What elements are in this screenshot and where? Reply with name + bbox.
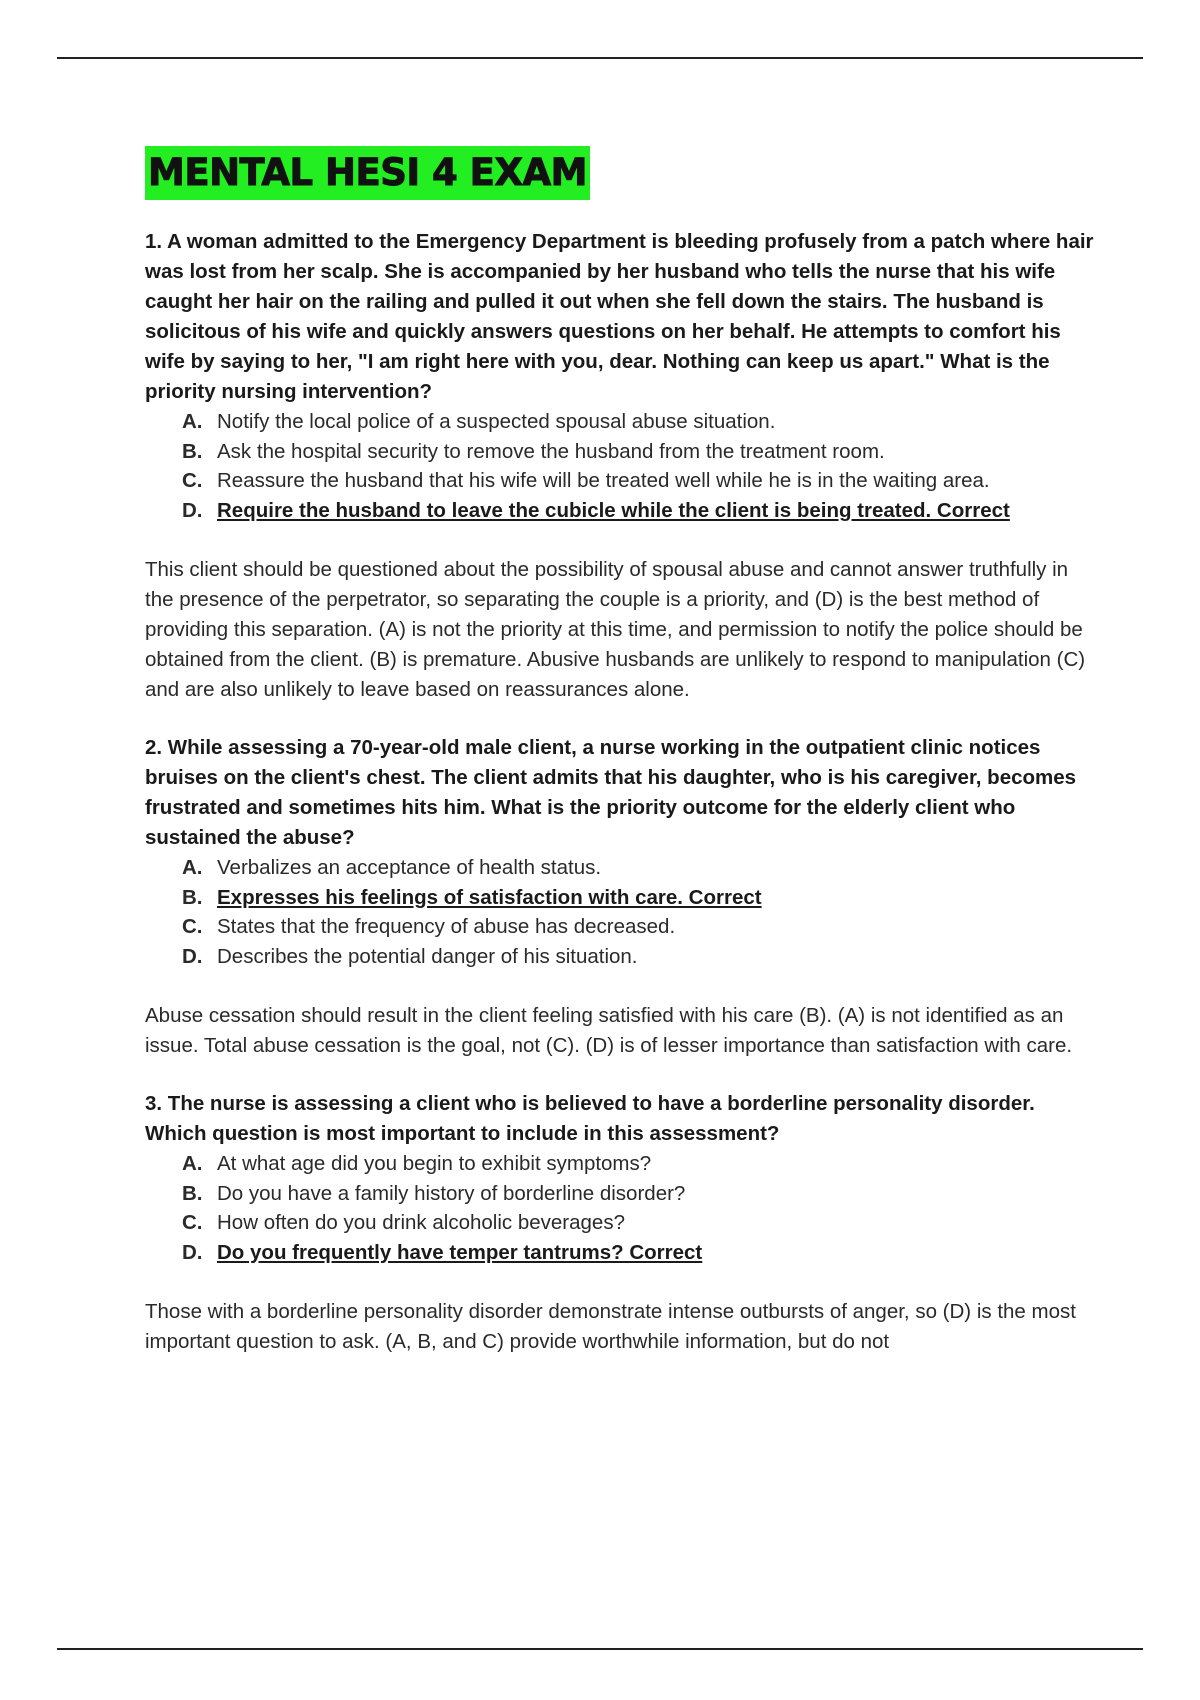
question-stem: 3. The nurse is assessing a client who is believed to have a borderline personality disorder. Which question is most important to include in this assessment?: [145, 1092, 1035, 1145]
document-title: MENTAL HESI 4 EXAM: [145, 146, 590, 200]
option-text: Notify the local police of a suspected spousal abuse situation.: [217, 410, 776, 433]
answer-option: [182, 853, 1095, 883]
option-letter: A.: [182, 856, 203, 879]
option-text: Do you frequently have temper tantrums? Correct: [217, 1240, 703, 1264]
option-text: Verbalizes an acceptance of health status.: [217, 856, 602, 879]
footer-rule: [57, 1648, 1143, 1650]
document-body: [145, 146, 1095, 1357]
option-letter: C.: [182, 915, 203, 938]
option-letter: A.: [182, 410, 203, 433]
option-letter: C.: [182, 1211, 203, 1234]
answer-option-correct: [182, 496, 1095, 526]
option-text: Describes the potential danger of his situation.: [217, 944, 638, 968]
answer-option: [182, 407, 1095, 437]
answer-rationale: This client should be questioned about the possibility of spousal abuse and cannot answer truthfully in the presence of the perpetrator, so separating the couple is a priority, and (D) is the best method of providing this separation. (A) is not the priority at this time, and permission to notify the police should be obtained from the client. (B) is premature. Abusive husbands are unlikely to respond to manipulation (C) and are also unlikely to leave based on reassurances alone.: [145, 558, 1086, 701]
question-block: [145, 1089, 1095, 1357]
answer-options: [145, 1149, 1095, 1267]
answer-option: [182, 437, 1095, 467]
option-letter: C.: [182, 469, 203, 492]
option-letter: B.: [182, 439, 203, 463]
answer-rationale: Those with a borderline personality disorder demonstrate intense outbursts of anger, so (D) is the most important question to ask. (A, B, and C) provide worthwhile information, but do not: [145, 1300, 1076, 1353]
answer-option-correct: [182, 883, 1095, 913]
option-text: Expresses his feelings of satisfaction with care. Correct: [217, 885, 762, 909]
option-text: States that the frequency of abuse has decreased.: [217, 915, 676, 938]
option-letter: D.: [182, 498, 203, 522]
answer-option: [182, 1149, 1095, 1179]
answer-option-correct: [182, 1238, 1095, 1268]
question-stem: 1. A woman admitted to the Emergency Department is bleeding profusely from a patch where hair was lost from her scalp. She is accompanied by her husband who tells the nurse that his wife caught her hair on the railing and pulled it out when she fell down the stairs. The husband is solicitous of his wife and quickly answers questions on her behalf. He attempts to comfort his wife by saying to her, "I am right here with you, dear. Nothing can keep us apart." What is the priority nursing intervention?: [145, 230, 1094, 403]
header-rule: [57, 57, 1143, 59]
option-text: How often do you drink alcoholic beverages?: [217, 1211, 625, 1234]
answer-options: [145, 407, 1095, 525]
option-text: Reassure the husband that his wife will be treated well while he is in the waiting area.: [217, 469, 990, 492]
answer-option: [182, 942, 1095, 972]
answer-option: [182, 1208, 1095, 1238]
option-letter: D.: [182, 1240, 203, 1264]
answer-option: [182, 912, 1095, 942]
option-text: Require the husband to leave the cubicle while the client is being treated. Correct: [217, 498, 1010, 522]
answer-options: [145, 853, 1095, 971]
answer-option: [182, 466, 1095, 496]
option-text: Do you have a family history of borderline disorder?: [217, 1181, 686, 1205]
answer-option: [182, 1179, 1095, 1209]
option-letter: B.: [182, 1181, 203, 1205]
question-block: [145, 227, 1095, 705]
question-stem: 2. While assessing a 70-year-old male client, a nurse working in the outpatient clinic notices bruises on the client's chest. The client admits that his daughter, who is his caregiver, becomes frustrated and sometimes hits him. What is the priority outcome for the elderly client who sustained the abuse?: [145, 736, 1077, 849]
option-text: At what age did you begin to exhibit symptoms?: [217, 1152, 652, 1175]
option-text: Ask the hospital security to remove the husband from the treatment room.: [217, 439, 885, 463]
option-letter: A.: [182, 1152, 203, 1175]
option-letter: B.: [182, 885, 203, 909]
option-letter: D.: [182, 944, 203, 968]
answer-rationale: Abuse cessation should result in the client feeling satisfied with his care (B). (A) is not identified as an issue. Total abuse cessation is the goal, not (C). (D) is of lesser importance than satisfaction with care.: [145, 1004, 1073, 1057]
question-block: [145, 733, 1095, 1061]
